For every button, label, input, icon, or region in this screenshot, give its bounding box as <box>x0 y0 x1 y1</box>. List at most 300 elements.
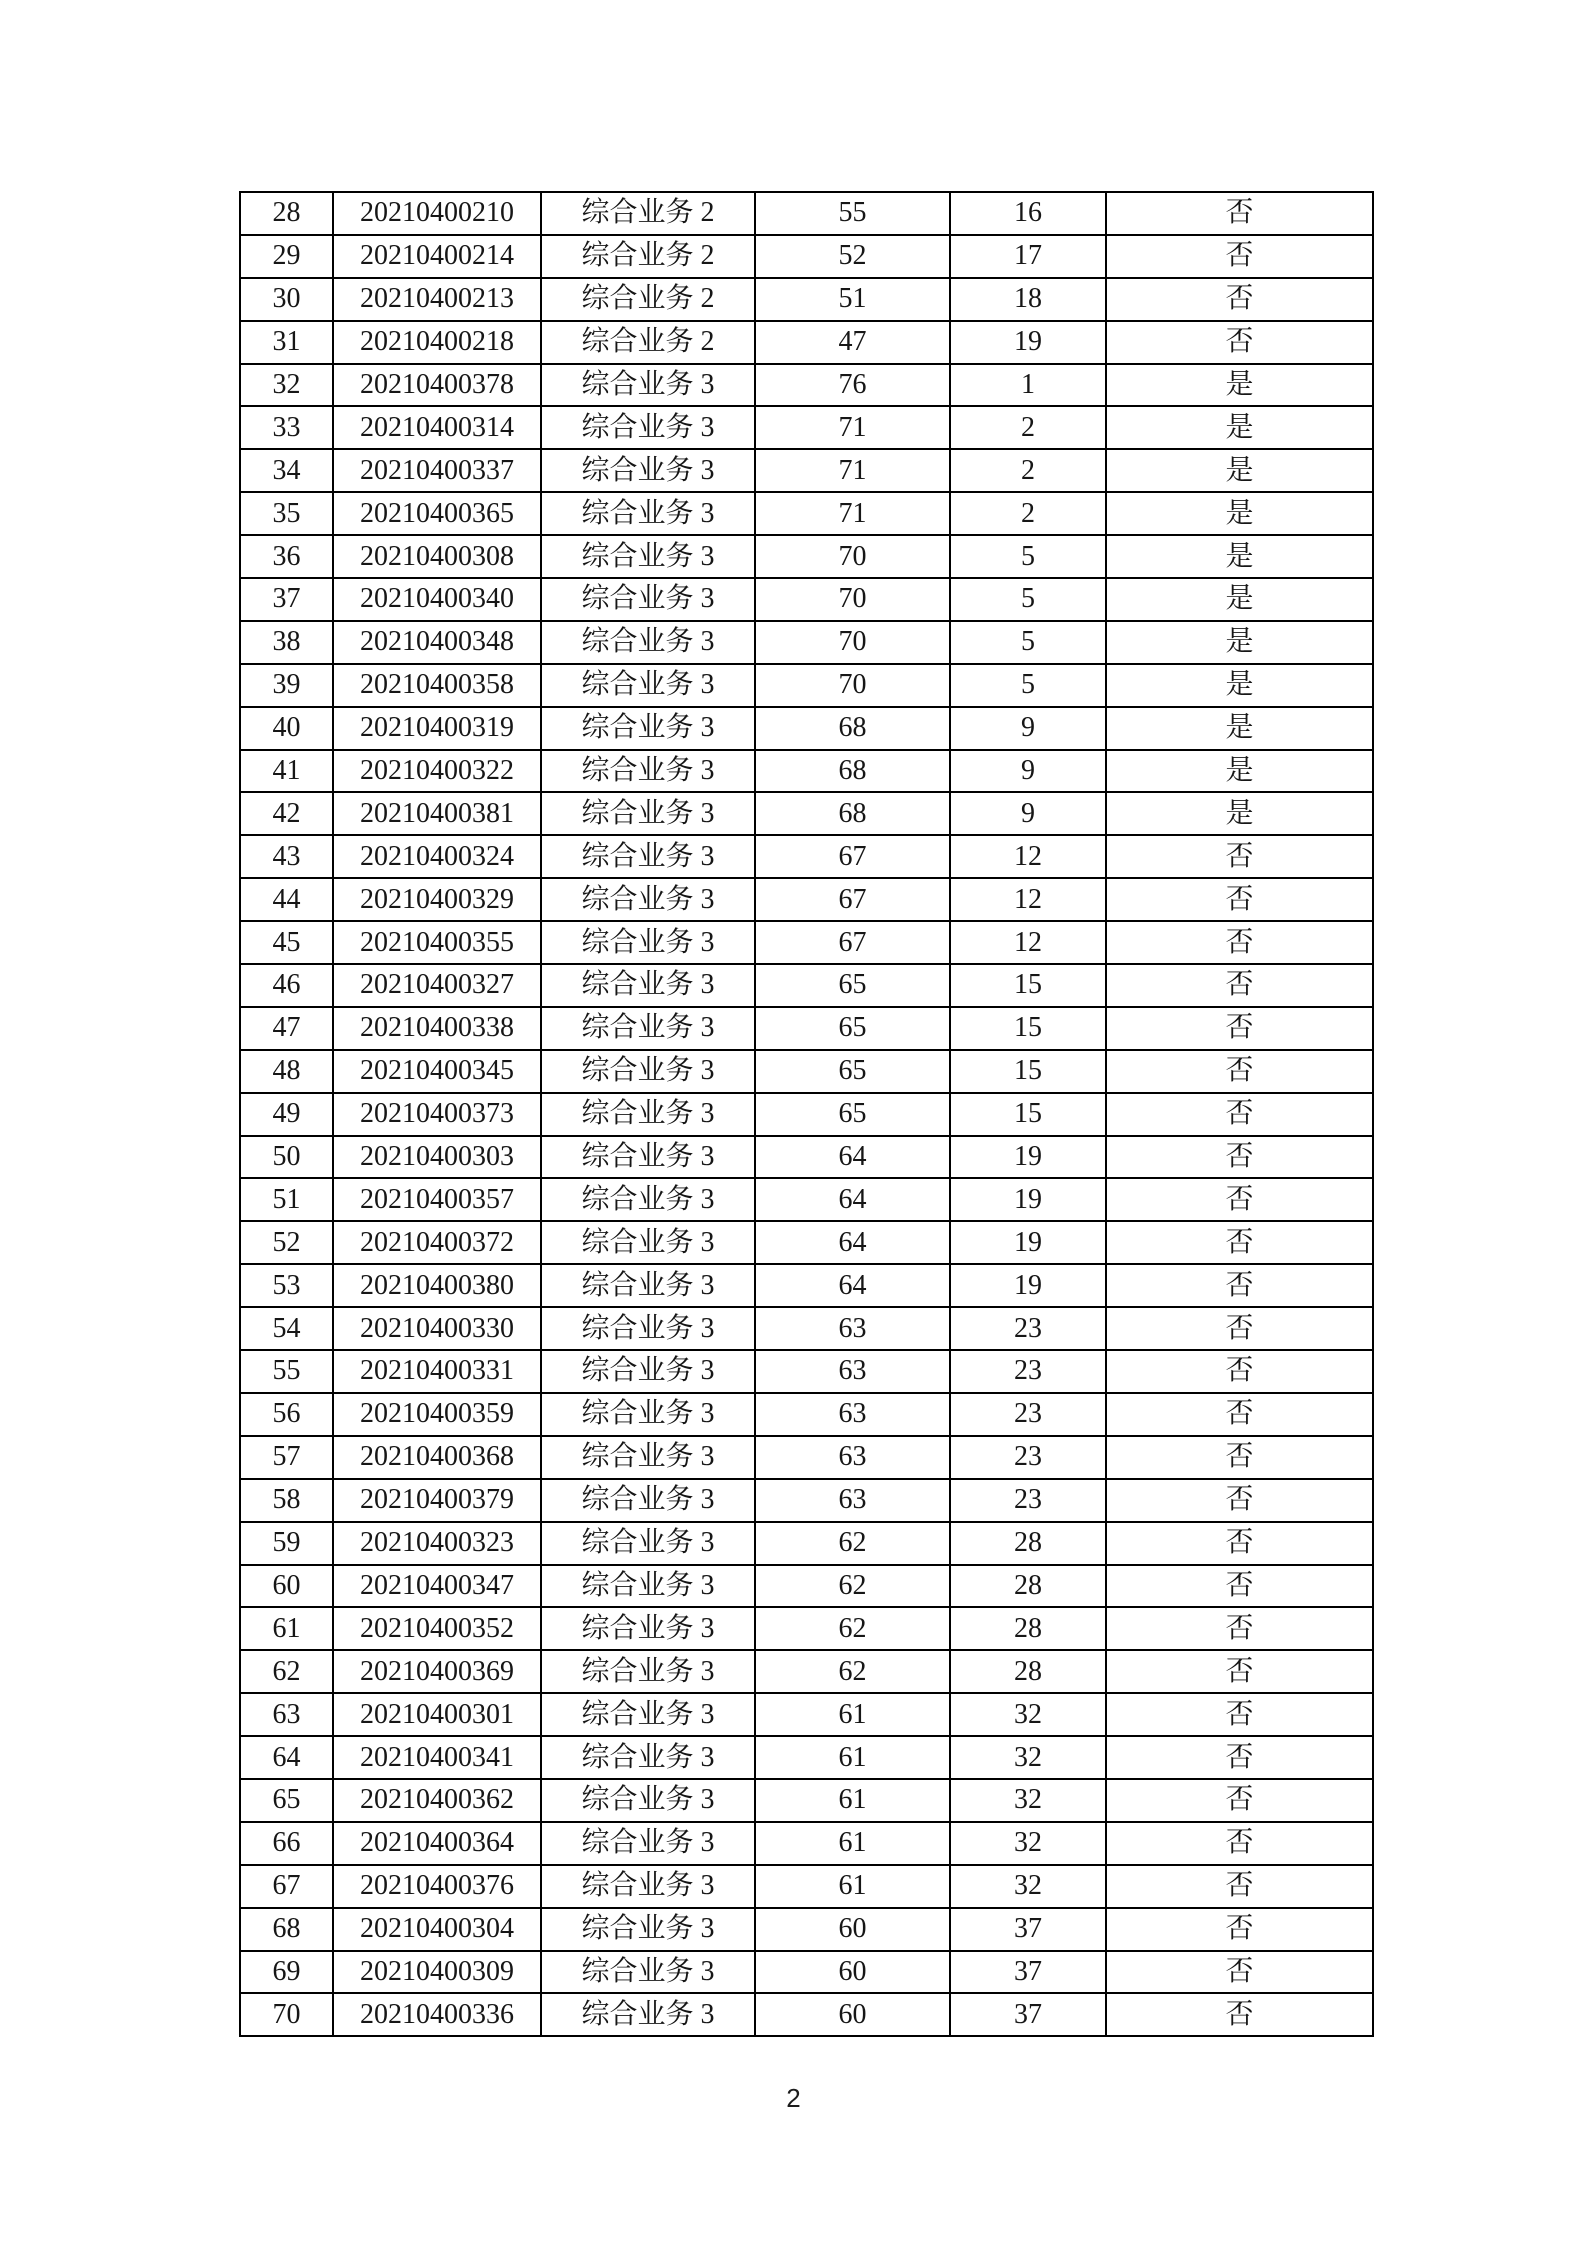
candidate-id-cell: 20210400372 <box>333 1221 541 1264</box>
rank-cell: 12 <box>950 878 1106 921</box>
position-group-cell: 综合业务 3 <box>541 1221 755 1264</box>
candidate-id-cell: 20210400331 <box>333 1350 541 1393</box>
candidate-id-cell: 20210400336 <box>333 1993 541 2036</box>
qualified-cell: 否 <box>1106 1822 1373 1865</box>
row-index-cell: 46 <box>240 964 333 1007</box>
row-index-cell: 65 <box>240 1779 333 1822</box>
table-row <box>240 921 1373 964</box>
score-cell: 64 <box>755 1221 950 1264</box>
position-group-cell: 综合业务 3 <box>541 578 755 621</box>
table-row <box>240 1093 1373 1136</box>
position-group-cell: 综合业务 3 <box>541 1178 755 1221</box>
table-row <box>240 1822 1373 1865</box>
row-index-cell: 70 <box>240 1993 333 2036</box>
score-cell: 71 <box>755 492 950 535</box>
candidate-id-cell: 20210400362 <box>333 1779 541 1822</box>
position-group-cell: 综合业务 3 <box>541 1093 755 1136</box>
row-index-cell: 64 <box>240 1736 333 1779</box>
score-cell: 60 <box>755 1951 950 1994</box>
position-group-cell: 综合业务 3 <box>541 1993 755 2036</box>
rank-cell: 32 <box>950 1736 1106 1779</box>
row-index-cell: 45 <box>240 921 333 964</box>
qualified-cell: 否 <box>1106 1393 1373 1436</box>
position-group-cell: 综合业务 3 <box>541 1650 755 1693</box>
table-row <box>240 664 1373 707</box>
row-index-cell: 34 <box>240 449 333 492</box>
row-index-cell: 47 <box>240 1007 333 1050</box>
candidate-id-cell: 20210400348 <box>333 621 541 664</box>
table-row <box>240 1307 1373 1350</box>
candidate-id-cell: 20210400381 <box>333 792 541 835</box>
qualified-cell: 否 <box>1106 1307 1373 1350</box>
candidate-id-cell: 20210400213 <box>333 278 541 321</box>
candidate-id-cell: 20210400364 <box>333 1822 541 1865</box>
table-row <box>240 1865 1373 1908</box>
row-index-cell: 42 <box>240 792 333 835</box>
qualified-cell: 否 <box>1106 964 1373 1007</box>
row-index-cell: 50 <box>240 1136 333 1179</box>
row-index-cell: 38 <box>240 621 333 664</box>
rank-cell: 19 <box>950 1178 1106 1221</box>
score-cell: 64 <box>755 1136 950 1179</box>
position-group-cell: 综合业务 3 <box>541 1865 755 1908</box>
position-group-cell: 综合业务 2 <box>541 321 755 364</box>
score-cell: 63 <box>755 1307 950 1350</box>
candidate-id-cell: 20210400319 <box>333 707 541 750</box>
row-index-cell: 32 <box>240 364 333 407</box>
rank-cell: 37 <box>950 1951 1106 1994</box>
table-row <box>240 964 1373 1007</box>
position-group-cell: 综合业务 3 <box>541 1822 755 1865</box>
position-group-cell: 综合业务 3 <box>541 1136 755 1179</box>
rank-cell: 2 <box>950 492 1106 535</box>
row-index-cell: 36 <box>240 535 333 578</box>
score-cell: 70 <box>755 664 950 707</box>
row-index-cell: 49 <box>240 1093 333 1136</box>
qualified-cell: 是 <box>1106 535 1373 578</box>
rank-cell: 5 <box>950 535 1106 578</box>
score-cell: 61 <box>755 1865 950 1908</box>
score-cell: 62 <box>755 1607 950 1650</box>
candidate-id-cell: 20210400329 <box>333 878 541 921</box>
qualified-cell: 是 <box>1106 621 1373 664</box>
table-row <box>240 1136 1373 1179</box>
position-group-cell: 综合业务 3 <box>541 878 755 921</box>
candidate-id-cell: 20210400373 <box>333 1093 541 1136</box>
table-row <box>240 1908 1373 1951</box>
qualified-cell: 否 <box>1106 1693 1373 1736</box>
row-index-cell: 28 <box>240 192 333 235</box>
table-row <box>240 1693 1373 1736</box>
score-cell: 60 <box>755 1993 950 2036</box>
row-index-cell: 43 <box>240 835 333 878</box>
table-row <box>240 835 1373 878</box>
candidate-id-cell: 20210400338 <box>333 1007 541 1050</box>
qualified-cell: 否 <box>1106 1779 1373 1822</box>
row-index-cell: 40 <box>240 707 333 750</box>
score-table <box>239 191 1374 2037</box>
candidate-id-cell: 20210400314 <box>333 406 541 449</box>
score-table-body <box>240 192 1373 2036</box>
score-cell: 61 <box>755 1693 950 1736</box>
position-group-cell: 综合业务 3 <box>541 1007 755 1050</box>
row-index-cell: 66 <box>240 1822 333 1865</box>
qualified-cell: 否 <box>1106 1136 1373 1179</box>
position-group-cell: 综合业务 3 <box>541 1479 755 1522</box>
rank-cell: 23 <box>950 1393 1106 1436</box>
qualified-cell: 否 <box>1106 321 1373 364</box>
position-group-cell: 综合业务 3 <box>541 1908 755 1951</box>
page-number: 2 <box>786 2083 801 2113</box>
candidate-id-cell: 20210400341 <box>333 1736 541 1779</box>
qualified-cell: 否 <box>1106 1436 1373 1479</box>
table-row <box>240 1951 1373 1994</box>
rank-cell: 28 <box>950 1522 1106 1565</box>
position-group-cell: 综合业务 3 <box>541 835 755 878</box>
position-group-cell: 综合业务 3 <box>541 364 755 407</box>
table-row <box>240 1993 1373 2036</box>
position-group-cell: 综合业务 3 <box>541 406 755 449</box>
row-index-cell: 51 <box>240 1178 333 1221</box>
qualified-cell: 否 <box>1106 235 1373 278</box>
qualified-cell: 是 <box>1106 406 1373 449</box>
score-cell: 67 <box>755 878 950 921</box>
rank-cell: 19 <box>950 321 1106 364</box>
candidate-id-cell: 20210400308 <box>333 535 541 578</box>
score-cell: 51 <box>755 278 950 321</box>
rank-cell: 12 <box>950 835 1106 878</box>
table-row <box>240 878 1373 921</box>
position-group-cell: 综合业务 3 <box>541 492 755 535</box>
score-cell: 61 <box>755 1822 950 1865</box>
position-group-cell: 综合业务 2 <box>541 278 755 321</box>
score-cell: 71 <box>755 449 950 492</box>
qualified-cell: 否 <box>1106 1350 1373 1393</box>
score-cell: 76 <box>755 364 950 407</box>
qualified-cell: 否 <box>1106 1865 1373 1908</box>
qualified-cell: 否 <box>1106 1951 1373 1994</box>
qualified-cell: 否 <box>1106 1178 1373 1221</box>
position-group-cell: 综合业务 3 <box>541 1607 755 1650</box>
rank-cell: 15 <box>950 1093 1106 1136</box>
position-group-cell: 综合业务 3 <box>541 1264 755 1307</box>
rank-cell: 18 <box>950 278 1106 321</box>
rank-cell: 32 <box>950 1865 1106 1908</box>
rank-cell: 32 <box>950 1693 1106 1736</box>
table-row <box>240 535 1373 578</box>
position-group-cell: 综合业务 3 <box>541 1522 755 1565</box>
table-row <box>240 1565 1373 1608</box>
qualified-cell: 是 <box>1106 449 1373 492</box>
score-cell: 62 <box>755 1522 950 1565</box>
position-group-cell: 综合业务 3 <box>541 1693 755 1736</box>
row-index-cell: 54 <box>240 1307 333 1350</box>
score-cell: 65 <box>755 1007 950 1050</box>
table-row <box>240 492 1373 535</box>
rank-cell: 17 <box>950 235 1106 278</box>
position-group-cell: 综合业务 3 <box>541 1050 755 1093</box>
qualified-cell: 否 <box>1106 192 1373 235</box>
row-index-cell: 39 <box>240 664 333 707</box>
position-group-cell: 综合业务 3 <box>541 1565 755 1608</box>
candidate-id-cell: 20210400365 <box>333 492 541 535</box>
position-group-cell: 综合业务 3 <box>541 964 755 1007</box>
position-group-cell: 综合业务 3 <box>541 707 755 750</box>
candidate-id-cell: 20210400340 <box>333 578 541 621</box>
rank-cell: 9 <box>950 792 1106 835</box>
qualified-cell: 否 <box>1106 1908 1373 1951</box>
table-row <box>240 1736 1373 1779</box>
qualified-cell: 是 <box>1106 664 1373 707</box>
table-row <box>240 1607 1373 1650</box>
table-row <box>240 1650 1373 1693</box>
position-group-cell: 综合业务 3 <box>541 449 755 492</box>
table-row <box>240 1479 1373 1522</box>
score-cell: 63 <box>755 1479 950 1522</box>
rank-cell: 23 <box>950 1307 1106 1350</box>
row-index-cell: 63 <box>240 1693 333 1736</box>
score-cell: 68 <box>755 750 950 793</box>
position-group-cell: 综合业务 3 <box>541 621 755 664</box>
table-row <box>240 406 1373 449</box>
rank-cell: 5 <box>950 621 1106 664</box>
score-cell: 70 <box>755 535 950 578</box>
rank-cell: 2 <box>950 449 1106 492</box>
score-cell: 61 <box>755 1736 950 1779</box>
table-row <box>240 364 1373 407</box>
row-index-cell: 30 <box>240 278 333 321</box>
row-index-cell: 52 <box>240 1221 333 1264</box>
position-group-cell: 综合业务 3 <box>541 1951 755 1994</box>
row-index-cell: 37 <box>240 578 333 621</box>
table-row <box>240 1522 1373 1565</box>
qualified-cell: 是 <box>1106 364 1373 407</box>
candidate-id-cell: 20210400304 <box>333 1908 541 1951</box>
score-cell: 47 <box>755 321 950 364</box>
rank-cell: 23 <box>950 1479 1106 1522</box>
score-cell: 63 <box>755 1350 950 1393</box>
row-index-cell: 61 <box>240 1607 333 1650</box>
candidate-id-cell: 20210400301 <box>333 1693 541 1736</box>
table-row <box>240 1178 1373 1221</box>
qualified-cell: 是 <box>1106 492 1373 535</box>
row-index-cell: 41 <box>240 750 333 793</box>
table-row <box>240 278 1373 321</box>
score-cell: 52 <box>755 235 950 278</box>
candidate-id-cell: 20210400214 <box>333 235 541 278</box>
rank-cell: 15 <box>950 964 1106 1007</box>
score-cell: 68 <box>755 707 950 750</box>
position-group-cell: 综合业务 3 <box>541 1736 755 1779</box>
position-group-cell: 综合业务 3 <box>541 1307 755 1350</box>
candidate-id-cell: 20210400380 <box>333 1264 541 1307</box>
score-cell: 70 <box>755 578 950 621</box>
table-row <box>240 707 1373 750</box>
qualified-cell: 否 <box>1106 278 1373 321</box>
rank-cell: 16 <box>950 192 1106 235</box>
rank-cell: 2 <box>950 406 1106 449</box>
qualified-cell: 否 <box>1106 1736 1373 1779</box>
score-cell: 67 <box>755 921 950 964</box>
table-row <box>240 192 1373 235</box>
candidate-id-cell: 20210400347 <box>333 1565 541 1608</box>
qualified-cell: 是 <box>1106 707 1373 750</box>
score-cell: 63 <box>755 1436 950 1479</box>
position-group-cell: 综合业务 3 <box>541 1779 755 1822</box>
row-index-cell: 57 <box>240 1436 333 1479</box>
qualified-cell: 否 <box>1106 1479 1373 1522</box>
row-index-cell: 29 <box>240 235 333 278</box>
candidate-id-cell: 20210400210 <box>333 192 541 235</box>
table-row <box>240 1436 1373 1479</box>
row-index-cell: 53 <box>240 1264 333 1307</box>
row-index-cell: 58 <box>240 1479 333 1522</box>
row-index-cell: 62 <box>240 1650 333 1693</box>
row-index-cell: 55 <box>240 1350 333 1393</box>
position-group-cell: 综合业务 3 <box>541 792 755 835</box>
score-cell: 60 <box>755 1908 950 1951</box>
qualified-cell: 否 <box>1106 1007 1373 1050</box>
qualified-cell: 否 <box>1106 878 1373 921</box>
rank-cell: 28 <box>950 1650 1106 1693</box>
qualified-cell: 否 <box>1106 1221 1373 1264</box>
score-cell: 64 <box>755 1264 950 1307</box>
candidate-id-cell: 20210400345 <box>333 1050 541 1093</box>
candidate-id-cell: 20210400324 <box>333 835 541 878</box>
score-cell: 55 <box>755 192 950 235</box>
candidate-id-cell: 20210400327 <box>333 964 541 1007</box>
table-row <box>240 1264 1373 1307</box>
rank-cell: 28 <box>950 1565 1106 1608</box>
row-index-cell: 67 <box>240 1865 333 1908</box>
candidate-id-cell: 20210400337 <box>333 449 541 492</box>
rank-cell: 19 <box>950 1221 1106 1264</box>
rank-cell: 23 <box>950 1436 1106 1479</box>
score-cell: 70 <box>755 621 950 664</box>
row-index-cell: 69 <box>240 1951 333 1994</box>
rank-cell: 37 <box>950 1908 1106 1951</box>
row-index-cell: 56 <box>240 1393 333 1436</box>
position-group-cell: 综合业务 3 <box>541 664 755 707</box>
position-group-cell: 综合业务 3 <box>541 1393 755 1436</box>
candidate-id-cell: 20210400378 <box>333 364 541 407</box>
position-group-cell: 综合业务 3 <box>541 1436 755 1479</box>
candidate-id-cell: 20210400379 <box>333 1479 541 1522</box>
rank-cell: 32 <box>950 1822 1106 1865</box>
rank-cell: 12 <box>950 921 1106 964</box>
table-row <box>240 1221 1373 1264</box>
row-index-cell: 35 <box>240 492 333 535</box>
table-row <box>240 1350 1373 1393</box>
rank-cell: 9 <box>950 707 1106 750</box>
score-cell: 63 <box>755 1393 950 1436</box>
qualified-cell: 否 <box>1106 1522 1373 1565</box>
table-row <box>240 750 1373 793</box>
row-index-cell: 48 <box>240 1050 333 1093</box>
row-index-cell: 59 <box>240 1522 333 1565</box>
candidate-id-cell: 20210400330 <box>333 1307 541 1350</box>
position-group-cell: 综合业务 2 <box>541 235 755 278</box>
position-group-cell: 综合业务 3 <box>541 535 755 578</box>
candidate-id-cell: 20210400309 <box>333 1951 541 1994</box>
qualified-cell: 否 <box>1106 1650 1373 1693</box>
score-cell: 65 <box>755 964 950 1007</box>
position-group-cell: 综合业务 3 <box>541 1350 755 1393</box>
table-row <box>240 1779 1373 1822</box>
rank-cell: 32 <box>950 1779 1106 1822</box>
score-cell: 71 <box>755 406 950 449</box>
candidate-id-cell: 20210400218 <box>333 321 541 364</box>
score-cell: 62 <box>755 1650 950 1693</box>
row-index-cell: 44 <box>240 878 333 921</box>
qualified-cell: 否 <box>1106 835 1373 878</box>
table-row <box>240 1393 1373 1436</box>
table-row <box>240 578 1373 621</box>
rank-cell: 15 <box>950 1007 1106 1050</box>
qualified-cell: 否 <box>1106 1050 1373 1093</box>
candidate-id-cell: 20210400358 <box>333 664 541 707</box>
qualified-cell: 否 <box>1106 1264 1373 1307</box>
qualified-cell: 否 <box>1106 1607 1373 1650</box>
qualified-cell: 是 <box>1106 792 1373 835</box>
table-row <box>240 235 1373 278</box>
qualified-cell: 否 <box>1106 1565 1373 1608</box>
qualified-cell: 是 <box>1106 578 1373 621</box>
rank-cell: 37 <box>950 1993 1106 2036</box>
candidate-id-cell: 20210400303 <box>333 1136 541 1179</box>
candidate-id-cell: 20210400376 <box>333 1865 541 1908</box>
score-cell: 64 <box>755 1178 950 1221</box>
table-row <box>240 321 1373 364</box>
candidate-id-cell: 20210400359 <box>333 1393 541 1436</box>
score-cell: 68 <box>755 792 950 835</box>
qualified-cell: 否 <box>1106 1993 1373 2036</box>
score-cell: 67 <box>755 835 950 878</box>
candidate-id-cell: 20210400357 <box>333 1178 541 1221</box>
score-cell: 62 <box>755 1565 950 1608</box>
table-row <box>240 792 1373 835</box>
position-group-cell: 综合业务 2 <box>541 192 755 235</box>
rank-cell: 5 <box>950 578 1106 621</box>
table-row <box>240 1050 1373 1093</box>
rank-cell: 1 <box>950 364 1106 407</box>
table-row <box>240 449 1373 492</box>
score-cell: 65 <box>755 1093 950 1136</box>
qualified-cell: 否 <box>1106 921 1373 964</box>
score-cell: 61 <box>755 1779 950 1822</box>
row-index-cell: 33 <box>240 406 333 449</box>
candidate-id-cell: 20210400368 <box>333 1436 541 1479</box>
candidate-id-cell: 20210400323 <box>333 1522 541 1565</box>
rank-cell: 9 <box>950 750 1106 793</box>
table-row <box>240 621 1373 664</box>
row-index-cell: 68 <box>240 1908 333 1951</box>
rank-cell: 15 <box>950 1050 1106 1093</box>
qualified-cell: 否 <box>1106 1093 1373 1136</box>
candidate-id-cell: 20210400352 <box>333 1607 541 1650</box>
rank-cell: 23 <box>950 1350 1106 1393</box>
rank-cell: 19 <box>950 1136 1106 1179</box>
candidate-id-cell: 20210400355 <box>333 921 541 964</box>
row-index-cell: 60 <box>240 1565 333 1608</box>
table-row <box>240 1007 1373 1050</box>
rank-cell: 19 <box>950 1264 1106 1307</box>
candidate-id-cell: 20210400322 <box>333 750 541 793</box>
candidate-id-cell: 20210400369 <box>333 1650 541 1693</box>
score-cell: 65 <box>755 1050 950 1093</box>
position-group-cell: 综合业务 3 <box>541 921 755 964</box>
rank-cell: 5 <box>950 664 1106 707</box>
